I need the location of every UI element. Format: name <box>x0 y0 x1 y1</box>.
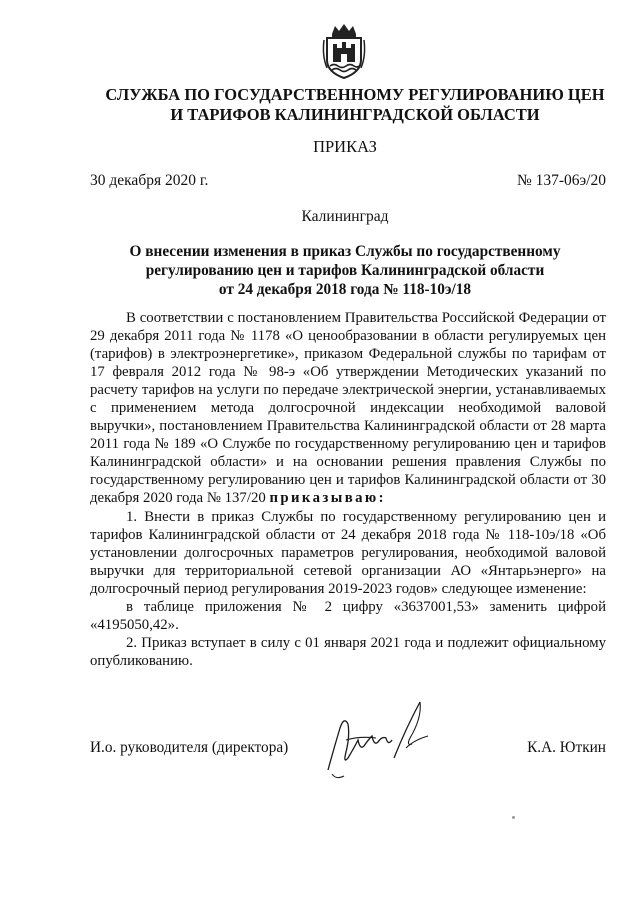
subject-line-1: О внесении изменения в приказ Службы по государственному <box>129 243 561 260</box>
subject-line-3: от 24 декабря 2018 года № 118-10э/18 <box>218 281 472 298</box>
preamble-paragraph <box>90 309 606 508</box>
document-type: ПРИКАЗ <box>313 137 377 156</box>
organization-title-line-2: И ТАРИФОВ КАЛИНИНГРАДСКОЙ ОБЛАСТИ <box>170 105 540 124</box>
coat-of-arms-emblem <box>321 22 367 80</box>
signatory-name: К.А. Юткин <box>527 739 606 756</box>
preamble-text: В соответствии с постановлением Правительства Российской Федерации от 29 декабря 2011 года № 1178 «О ценообразовании в области регулируемых цен (тарифов) в электроэнергетике», приказом Федеральной службы по тарифам от 17 февраля 2012 года № 98-э «Об утверждении Методических указаний по расчету тарифов на услуги по передаче электрической энергии, устанавливаемых с применением метода долгосрочной индексации необходимой валовой выручки», постановлением Правительства Калининградской области от 28 марта 2011 года № 189 «О Службе по государственному регулированию цен и тарифов Калининградской области» и на основании решения правления Службы по государственному регулированию цен и тарифов Калининградской области от 30 декабря 2020 года № 137/20 <box>90 310 606 507</box>
item-2-paragraph: 2. Приказ вступает в силу с 01 января 2021 года и подлежит официальному опубликованию. <box>90 634 606 669</box>
order-word: приказываю: <box>269 490 386 507</box>
document-subject <box>100 242 590 299</box>
organization-title <box>60 85 640 125</box>
organization-title-line-1: СЛУЖБА ПО ГОСУДАРСТВЕННОМУ РЕГУЛИРОВАНИЮ ЦЕН <box>105 85 605 104</box>
document-date: 30 декабря 2020 г. <box>90 172 209 189</box>
document-city: Калининград <box>301 208 389 225</box>
item-1-change-paragraph: в таблице приложения № 2 цифру «3637001,53» заменить цифрой «4195050,42». <box>90 598 606 633</box>
document-body <box>90 309 606 670</box>
handwritten-signature <box>310 688 440 793</box>
item-1-paragraph: 1. Внести в приказ Службы по государственному регулированию цен и тарифов Калининградской области от 24 декабря 2018 года № 118-10э/18 «Об установлении долгосрочных параметров регулирования, необходимой валовой выручки для территориальной сетевой организации АО «Янтарьэнерго» на долгосрочный период регулирования 2019-2023 годов» следующее изменение: <box>90 508 606 597</box>
signatory-role: И.о. руководителя (директора) <box>90 739 289 756</box>
document-number: № 137-06э/20 <box>516 172 606 189</box>
scan-speck <box>512 816 515 819</box>
subject-line-2: регулированию цен и тарифов Калининградской области <box>145 262 545 279</box>
